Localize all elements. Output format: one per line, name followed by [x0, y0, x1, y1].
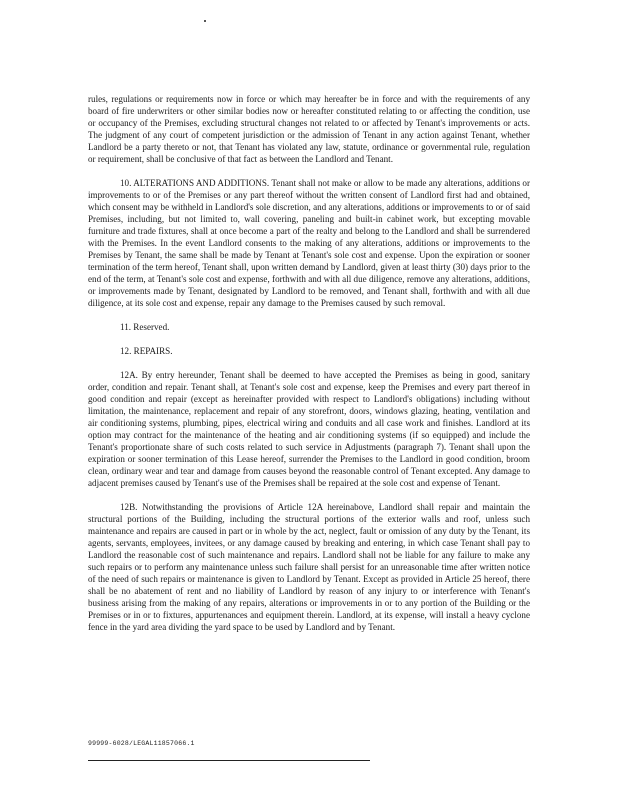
paragraph-12a: 12A. By entry hereunder, Tenant shall be deemed to have accepted the Premises as being in good, sanitary order, condition and repair. Tenant shall, at Tenant's sole cost and expense, keep the Premises and every part thereof in good condition and repair (except as hereinafter provided with respect to Landlord's obligations) including without limitation, the maintenance, replacement and repair of any storefront, doors, windows glazing, heating, ventilation and air conditioning systems, plumbing, pipes, electrical wiring and conduits and all case work and finishes. Landlord at its option may contract for the maintenance of the heating and air conditioning systems (if so equipped) and include the Tenant's proportionate share of such costs related to such service in Adjustments (paragraph 7). Tenant shall upon the expiration or sooner termination of this Lease hereof, surrender the Premises to the Landlord in good condition, broom clean, ordinary wear and tear and damage from causes beyond the reasonable control of Tenant excepted. Any damage to adjacent premises caused by Tenant's use of the Premises shall be repaired at the sole cost and expense of Tenant.: [88, 370, 530, 488]
footer-divider: [88, 760, 370, 761]
section-12-repairs-heading: 12. REPAIRS.: [120, 346, 173, 356]
scan-mark: [204, 20, 206, 22]
paragraph-compliance-continued: rules, regulations or requirements now in force or which may hereafter be in force and with the requirements of any board of fire underwriters or other similar bodies now or hereafter constituted relating to or affecting the condition, use or occupancy of the Premises, excluding structural changes not related to or affected by Tenant's improvements or acts. The judgment of any court of competent jurisdiction or the admission of Tenant in any action against Tenant, whether Landlord be a party thereto or not, that Tenant has violated any law, statute, ordinance or governmental rule, regulation or requirement, shall be conclusive of that fact as between the Landlord and Tenant.: [88, 94, 530, 164]
section-11-reserved: 11. Reserved.: [120, 322, 170, 332]
document-body: [88, 93, 530, 645]
document-footer-id: 99999-6028/LEGAL11857066.1: [88, 740, 195, 747]
paragraph-alterations-and-additions: 10. ALTERATIONS AND ADDITIONS. Tenant shall not make or allow to be made any alterations, additions or improvements to or of the Premises or any part thereof without the written consent of Landlord first had and obtained, which consent may be withheld in Landlord's sole discretion, and any alterations, additions or improvements to or of said Premises, including, but not limited to, wall covering, paneling and built-in cabinet work, but excepting movable furniture and trade fixtures, shall at once become a part of the realty and belong to the Landlord and shall be surrendered with the Premises. In the event Landlord consents to the making of any alterations, additions or improvements to the Premises by Tenant, the same shall be made by Tenant at Tenant's sole cost and expense. Upon the expiration or sooner termination of the term hereof, Tenant shall, upon written demand by Landlord, given at least thirty (30) days prior to the end of the term, at Tenant's sole cost and expense, forthwith and with all due diligence, remove any alterations, additions, or improvements made by Tenant, designated by Landlord to be removed, and Tenant shall, forthwith and with all due diligence, at its sole cost and expense, repair any damage to the Premises caused by such removal.: [88, 178, 530, 308]
paragraph-12b: 12B. Notwithstanding the provisions of Article 12A hereinabove, Landlord shall repair and maintain the structural portions of the Building, including the structural portions of the exterior walls and roof, unless such maintenance and repairs are caused in part or in whole by the act, neglect, fault or omission of any duty by the Tenant, its agents, servants, employees, invitees, or any damage caused by breaking and entering, in which case Tenant shall pay to Landlord the reasonable cost of such maintenance and repairs. Landlord shall not be liable for any failure to make any such repairs or to perform any maintenance unless such failure shall persist for an unreasonable time after written notice of the need of such repairs or maintenance is given to Landlord by Tenant. Except as provided in Article 25 hereof, there shall be no abatement of rent and no liability of Landlord by reason of any injury to or interference with Tenant's business arising from the making of any repairs, alterations or improvements in or to any portion of the Building or the Premises or in or to fixtures, appurtenances and equipment therein. Landlord, at its expense, will install a heavy cyclone fence in the yard area dividing the yard space to be used by Landlord and by Tenant.: [88, 502, 530, 632]
